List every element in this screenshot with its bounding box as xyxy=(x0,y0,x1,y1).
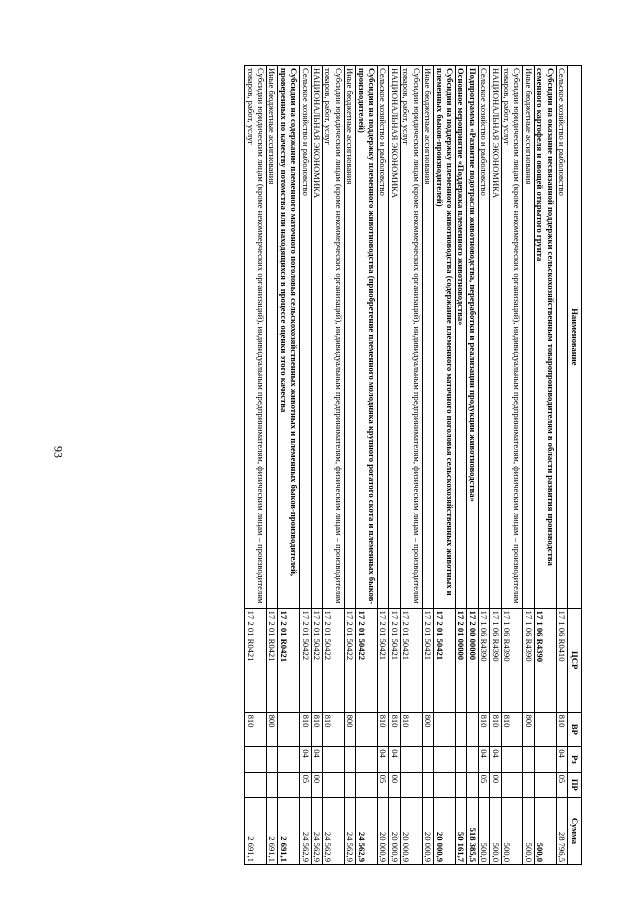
cell-rz xyxy=(267,747,278,772)
cell-pr xyxy=(467,772,478,797)
cell-pr: 05 xyxy=(478,772,489,797)
table-row xyxy=(356,66,378,865)
cell-rz xyxy=(400,747,422,772)
cell-rz xyxy=(356,747,378,772)
cell-csr: 17 2 01 50422 xyxy=(356,608,378,712)
cell-sum: 24 562,9 xyxy=(300,797,311,864)
cell-rz xyxy=(422,747,433,772)
cell-vr: 800 xyxy=(422,712,433,747)
cell-pr xyxy=(455,772,466,797)
cell-rz xyxy=(523,747,534,772)
cell-name: Иные бюджетные ассигнования xyxy=(422,66,433,609)
cell-pr xyxy=(245,772,267,797)
cell-sum: 2 691,1 xyxy=(278,797,300,864)
table-row xyxy=(501,66,523,865)
cell-csr: 17 2 01 50421 xyxy=(378,608,389,712)
cell-vr: 810 xyxy=(478,712,489,747)
cell-csr: 17 2 01 R0421 xyxy=(278,608,300,712)
cell-name: НАЦИОНАЛЬНАЯ ЭКОНОМИКА xyxy=(389,66,400,609)
cell-sum: 500,0 xyxy=(523,797,534,864)
cell-name: Иные бюджетные ассигнования xyxy=(523,66,534,609)
cell-vr xyxy=(534,712,556,747)
cell-csr: 17 2 01 50421 xyxy=(422,608,433,712)
cell-csr: 17 2 01 50422 xyxy=(323,608,345,712)
cell-name: Субсидии юридическим лицам (кроме некоммерческих организаций), индивидуальным предпринимателям, физическим лицам – производителям товаров, работ, услуг xyxy=(501,66,523,609)
cell-csr: 17 1 06 R4390 xyxy=(478,608,489,712)
cell-pr xyxy=(400,772,422,797)
cell-rz xyxy=(323,747,345,772)
table-row xyxy=(311,66,322,865)
cell-vr: 810 xyxy=(556,712,567,747)
cell-vr: 810 xyxy=(490,712,501,747)
cell-pr xyxy=(267,772,278,797)
cell-vr: 800 xyxy=(344,712,355,747)
cell-rz xyxy=(534,747,556,772)
table-row xyxy=(389,66,400,865)
cell-vr xyxy=(455,712,466,747)
cell-csr: 17 2 01 00000 xyxy=(455,608,466,712)
table-row xyxy=(245,66,267,865)
cell-name: Субсидии юридическим лицам (кроме некоммерческих организаций), индивидуальным предпринимателям, физическим лицам – производителям товаров, работ, услуг xyxy=(323,66,345,609)
cell-sum: 24 562,9 xyxy=(356,797,378,864)
cell-pr xyxy=(523,772,534,797)
cell-sum: 20 000,9 xyxy=(400,797,422,864)
cell-vr: 810 xyxy=(501,712,523,747)
cell-sum: 500,0 xyxy=(478,797,489,864)
cell-rz: 04 xyxy=(556,747,567,772)
cell-csr: 17 2 01 50422 xyxy=(344,608,355,712)
table-row xyxy=(278,66,300,865)
cell-sum: 24 562,9 xyxy=(344,797,355,864)
cell-pr xyxy=(422,772,433,797)
table-header-row xyxy=(568,66,582,865)
table-row xyxy=(534,66,556,865)
cell-pr xyxy=(323,772,345,797)
cell-csr: 17 1 06 R4390 xyxy=(501,608,523,712)
cell-pr: 00 xyxy=(311,772,322,797)
cell-csr: 17 1 06 R4390 xyxy=(523,608,534,712)
cell-name: НАЦИОНАЛЬНАЯ ЭКОНОМИКА xyxy=(311,66,322,609)
cell-sum: 500,0 xyxy=(490,797,501,864)
table-row xyxy=(378,66,389,865)
table-row xyxy=(556,66,567,865)
cell-sum: 500,0 xyxy=(501,797,523,864)
cell-sum: 2 691,1 xyxy=(245,797,267,864)
cell-rz xyxy=(434,747,456,772)
cell-sum: 50 161,7 xyxy=(455,797,466,864)
cell-sum: 518 385,5 xyxy=(467,797,478,864)
budget-table xyxy=(244,65,582,865)
cell-csr: 17 2 01 50421 xyxy=(434,608,456,712)
cell-vr: 810 xyxy=(300,712,311,747)
cell-sum: 20 000,9 xyxy=(422,797,433,864)
cell-name: Сельское хозяйство и рыболовство xyxy=(556,66,567,609)
cell-vr: 810 xyxy=(323,712,345,747)
table-row xyxy=(323,66,345,865)
cell-sum: 20 000,9 xyxy=(378,797,389,864)
cell-name: Сельское хозяйство и рыболовство xyxy=(300,66,311,609)
header-vr: ВР xyxy=(568,712,582,747)
cell-csr: 17 2 01 R0421 xyxy=(245,608,267,712)
cell-csr: 17 1 06 R0410 xyxy=(556,608,567,712)
table-row xyxy=(300,66,311,865)
cell-rz: 04 xyxy=(490,747,501,772)
cell-rz: 04 xyxy=(311,747,322,772)
cell-vr: 810 xyxy=(378,712,389,747)
cell-pr xyxy=(344,772,355,797)
cell-name: Сельское хозяйство и рыболовство xyxy=(478,66,489,609)
cell-name: Субсидии на поддержку племенного животноводства (содержание племенного маточного поголовья сельскохозяйственных животных и племенных быков-производителей) xyxy=(434,66,456,609)
table-row xyxy=(434,66,456,865)
table-row xyxy=(400,66,422,865)
cell-vr: 810 xyxy=(400,712,422,747)
cell-pr xyxy=(534,772,556,797)
cell-sum: 24 562,9 xyxy=(311,797,322,864)
cell-vr: 810 xyxy=(389,712,400,747)
cell-vr: 810 xyxy=(311,712,322,747)
rotated-page-content xyxy=(244,65,582,865)
cell-vr xyxy=(278,712,300,747)
cell-sum: 500,0 xyxy=(534,797,556,864)
cell-vr: 810 xyxy=(245,712,267,747)
header-name: Наименование xyxy=(568,66,582,609)
cell-rz xyxy=(455,747,466,772)
cell-vr: 800 xyxy=(267,712,278,747)
cell-pr: 00 xyxy=(490,772,501,797)
cell-rz xyxy=(467,747,478,772)
cell-rz xyxy=(245,747,267,772)
table-row xyxy=(422,66,433,865)
cell-csr: 17 2 01 50422 xyxy=(311,608,322,712)
cell-name: Субсидии на оказание несвязанной поддержки сельскохозяйственным товаропроизводителям в области развития производства семенного картофеля и овощей открытого грунта xyxy=(534,66,556,609)
header-pr: ПР xyxy=(568,772,582,797)
cell-name: Подпрограмма «Развитие подотрасли животноводства, переработки и реализации продукции животноводства» xyxy=(467,66,478,609)
cell-pr: 05 xyxy=(556,772,567,797)
table-row xyxy=(344,66,355,865)
cell-vr: 800 xyxy=(523,712,534,747)
table-row xyxy=(467,66,478,865)
cell-name: Субсидии юридическим лицам (кроме некоммерческих организаций), индивидуальным предпринимателям, физическим лицам – производителям товаров, работ, услуг xyxy=(400,66,422,609)
table-body xyxy=(245,66,568,865)
cell-csr: 17 2 01 R0421 xyxy=(267,608,278,712)
cell-sum: 24 562,9 xyxy=(323,797,345,864)
cell-csr: 17 2 01 50421 xyxy=(389,608,400,712)
header-csr: ЦСР xyxy=(568,608,582,712)
header-rz: Рз xyxy=(568,747,582,772)
cell-name: Субсидии юридическим лицам (кроме некоммерческих организаций), индивидуальным предпринимателям, физическим лицам – производителям товаров, работ, услуг xyxy=(245,66,267,609)
cell-csr: 17 1 06 R4390 xyxy=(490,608,501,712)
cell-pr: 05 xyxy=(300,772,311,797)
table-row xyxy=(490,66,501,865)
cell-sum: 2 691,1 xyxy=(267,797,278,864)
cell-sum: 28 796,5 xyxy=(556,797,567,864)
header-sum: Сумма xyxy=(568,797,582,864)
cell-name: Сельское хозяйство и рыболовство xyxy=(378,66,389,609)
table-row xyxy=(455,66,466,865)
cell-name: Иные бюджетные ассигнования xyxy=(267,66,278,609)
table-row xyxy=(523,66,534,865)
cell-name: Иные бюджетные ассигнования xyxy=(344,66,355,609)
cell-rz: 04 xyxy=(378,747,389,772)
cell-pr: 00 xyxy=(389,772,400,797)
cell-rz xyxy=(501,747,523,772)
cell-rz: 04 xyxy=(300,747,311,772)
cell-vr xyxy=(467,712,478,747)
cell-csr: 17 2 00 00000 xyxy=(467,608,478,712)
cell-pr: 05 xyxy=(378,772,389,797)
cell-rz: 04 xyxy=(389,747,400,772)
cell-rz: 04 xyxy=(478,747,489,772)
cell-pr xyxy=(434,772,456,797)
cell-csr: 17 2 01 50422 xyxy=(300,608,311,712)
cell-name: НАЦИОНАЛЬНАЯ ЭКОНОМИКА xyxy=(490,66,501,609)
cell-pr xyxy=(356,772,378,797)
cell-sum: 20 000,9 xyxy=(389,797,400,864)
cell-name: Субсидии на поддержку племенного животноводства (приобретение племенного молодняка крупного рогатого скота и племенных быков-производителей) xyxy=(356,66,378,609)
table-row xyxy=(478,66,489,865)
table-row xyxy=(267,66,278,865)
cell-csr: 17 2 01 50421 xyxy=(400,608,422,712)
cell-pr xyxy=(501,772,523,797)
cell-vr xyxy=(356,712,378,747)
cell-rz xyxy=(344,747,355,772)
cell-name: Основное мероприятие «Поддержка племенного животноводства» xyxy=(455,66,466,609)
page-number: 93 xyxy=(51,446,66,458)
cell-csr: 17 1 06 R4390 xyxy=(534,608,556,712)
cell-name: Субсидии на содержание племенного маточного поголовья сельскохозяйственных животных и племенных быков-производителей, проверенных по качеству потомства или находящихся в процессе оценки этого качества xyxy=(278,66,300,609)
cell-pr xyxy=(278,772,300,797)
cell-rz xyxy=(278,747,300,772)
cell-sum: 20 000,9 xyxy=(434,797,456,864)
cell-vr xyxy=(434,712,456,747)
